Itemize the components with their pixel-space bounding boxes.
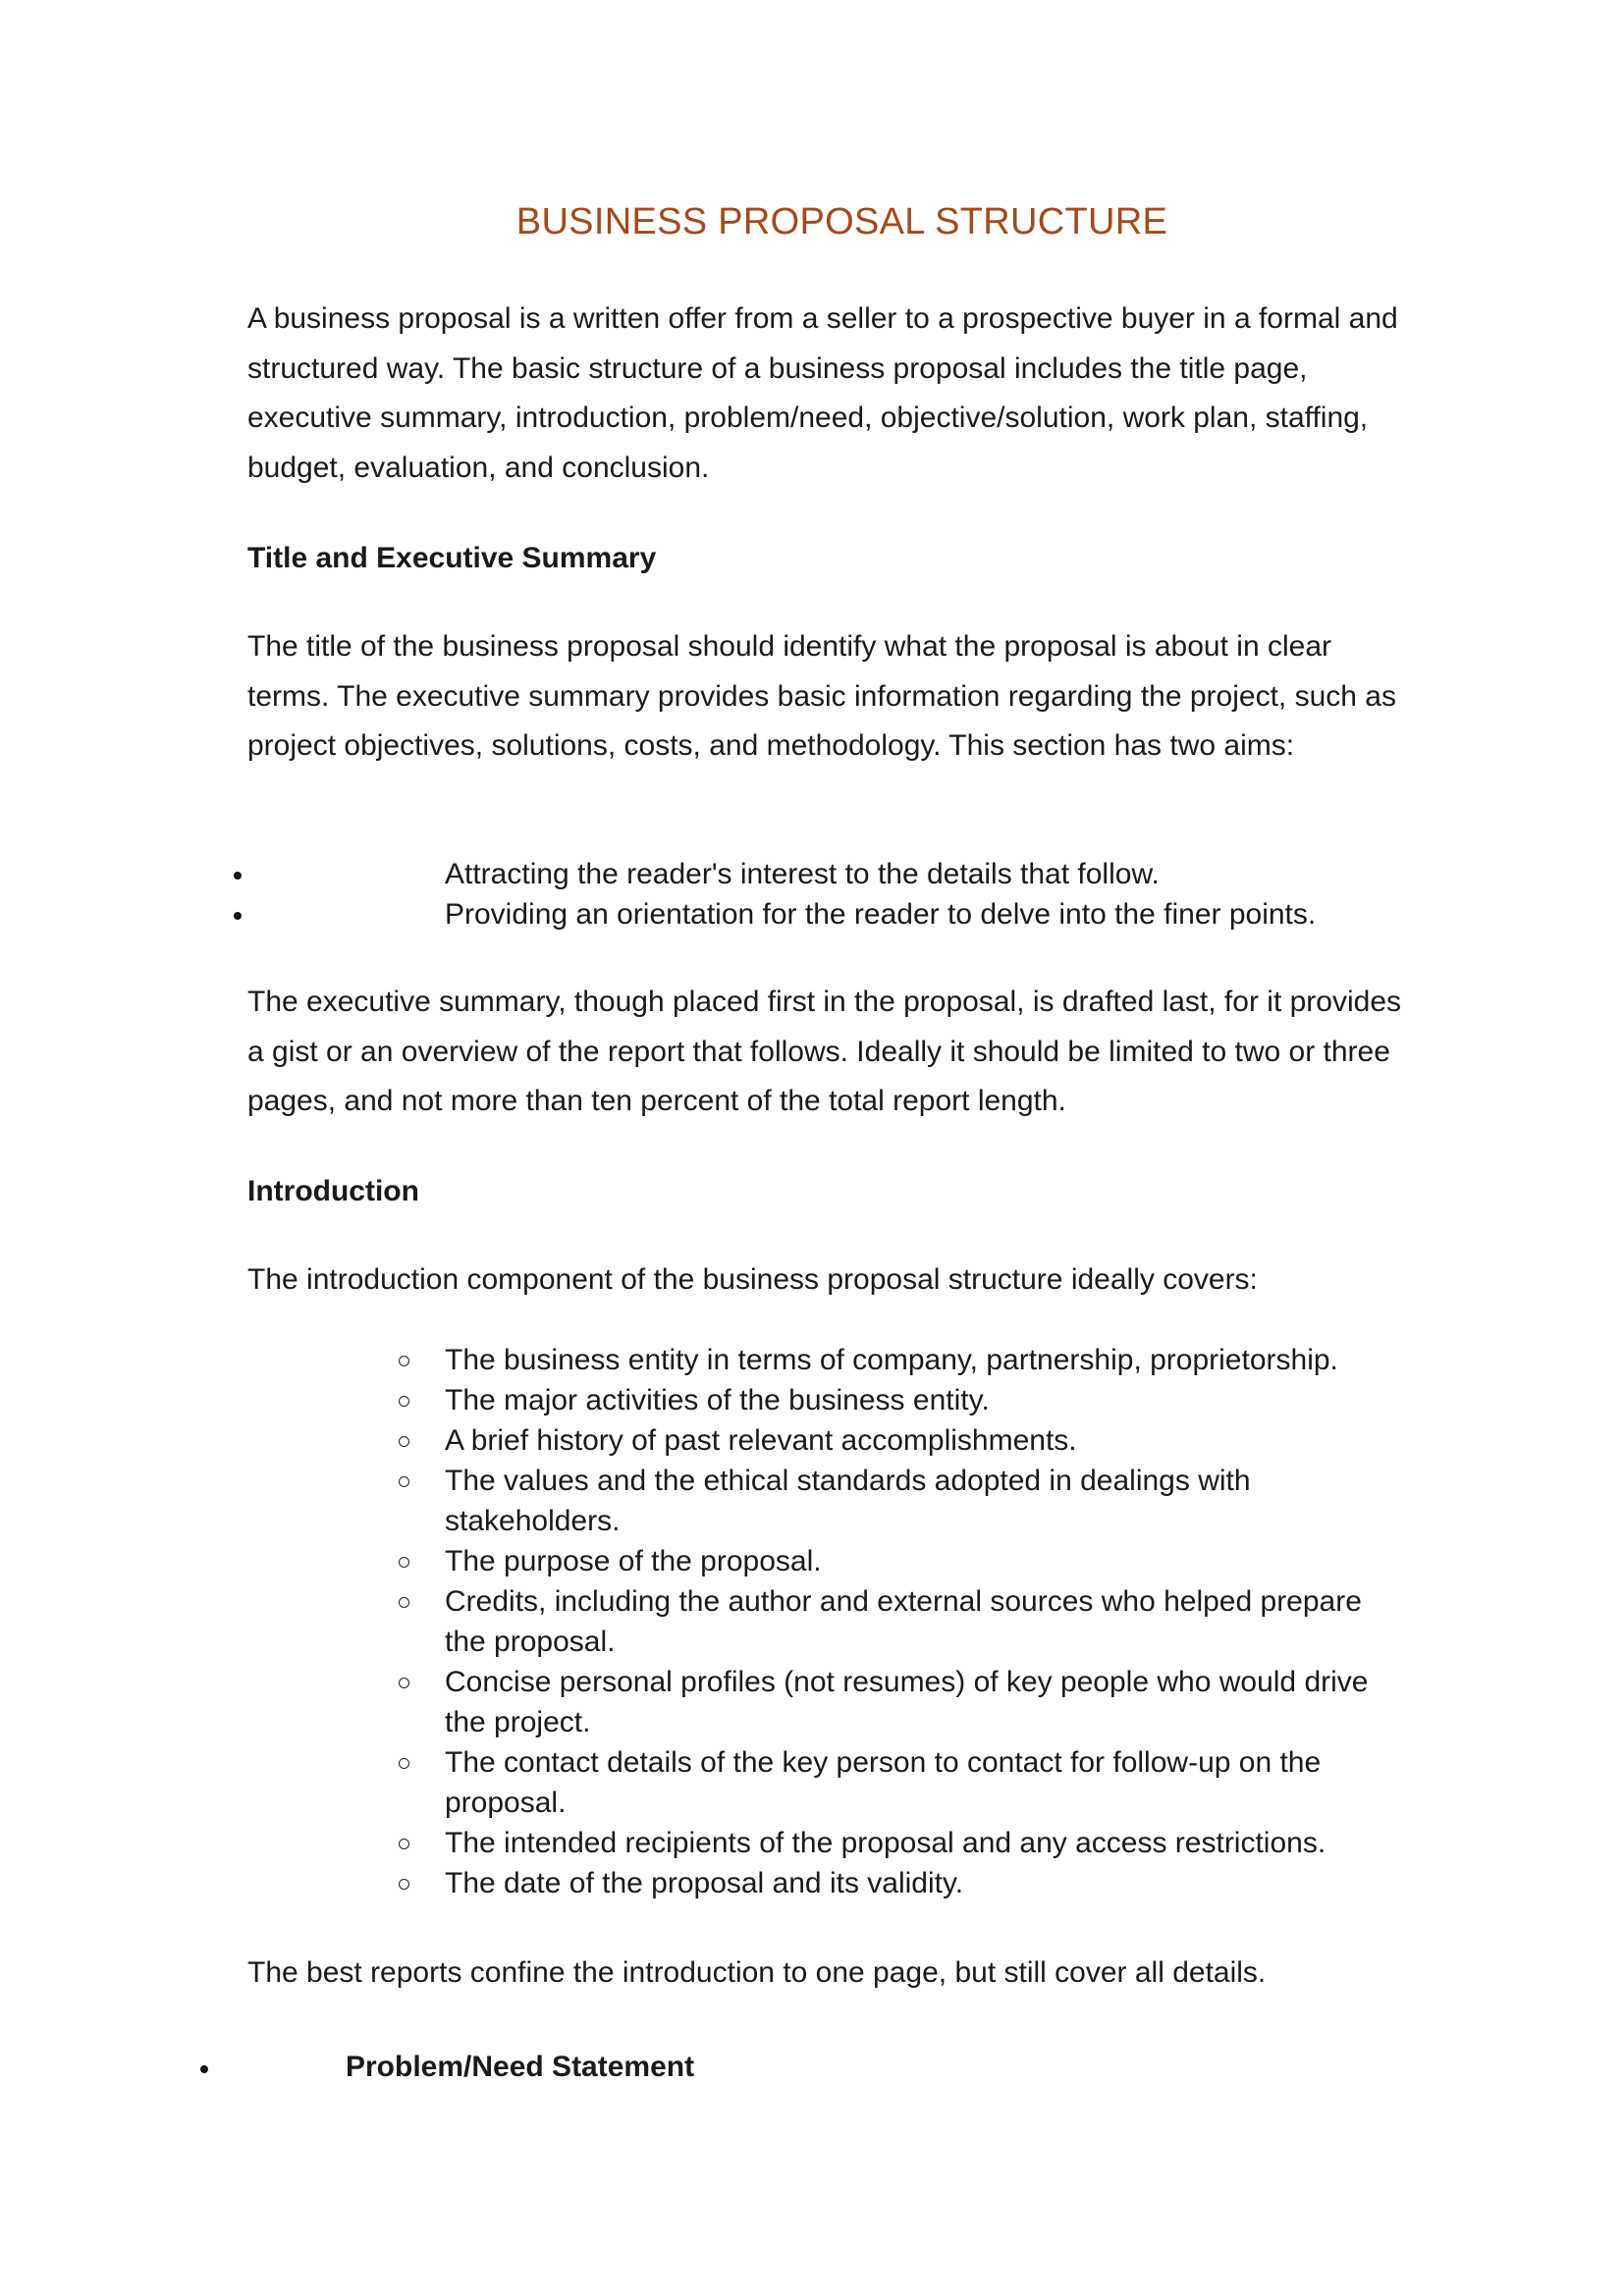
- list-item-text: A brief history of past relevant accomplishments.: [445, 1424, 1077, 1457]
- circle-bullet-icon: [399, 1356, 409, 1366]
- circle-bullet-icon: [399, 1396, 409, 1407]
- list-item: [0, 1340, 1378, 1380]
- list-item: [0, 1541, 1378, 1581]
- list-item: [0, 1461, 1378, 1541]
- bullet-icon: [200, 2065, 208, 2073]
- intro-paragraph: A business proposal is a written offer from a seller to a prospective buyer in a formal and structured way. The basic structure of a business proposal includes the title page, executive summary, introduction, problem/need, objective/solution, work plan, staffing, budget, evaluation, and conclusion.: [247, 302, 1398, 484]
- introduction-paragraph: The introduction component of the business proposal structure ideally covers:: [247, 1263, 1258, 1296]
- list-item-text: The purpose of the proposal.: [445, 1545, 822, 1577]
- title-summary-heading: Title and Executive Summary: [247, 542, 657, 574]
- circle-bullet-icon: [399, 1597, 409, 1608]
- list-item: [0, 894, 1624, 934]
- introduction-heading: Introduction: [247, 1175, 419, 1207]
- list-item: [0, 1742, 1378, 1823]
- list-item-text: The major activities of the business entity.: [445, 1384, 990, 1416]
- aim-text: Providing an orientation for the reader to delve into the finer points.: [445, 898, 1317, 931]
- list-item: [0, 1581, 1378, 1662]
- circle-bullet-icon: [399, 1839, 409, 1849]
- list-item-text: The business entity in terms of company, partnership, proprietorship.: [445, 1344, 1338, 1376]
- bullet-icon: [234, 912, 242, 920]
- title-summary-paragraph: The title of the business proposal should identify what the proposal is about in clear terms. The executive summary provides basic information regarding the project, such as project objectives, solutions, costs, and methodology. This section has two aims:: [247, 630, 1396, 762]
- list-item: [0, 1662, 1378, 1742]
- list-item: [0, 1380, 1378, 1420]
- list-item-text: The contact details of the key person to contact for follow-up on the proposal.: [445, 1746, 1322, 1819]
- circle-bullet-icon: [399, 1436, 409, 1447]
- introduction-list: [0, 1340, 1624, 1903]
- list-item-text: Credits, including the author and external sources who helped prepare the proposal.: [445, 1585, 1362, 1658]
- circle-bullet-icon: [399, 1476, 409, 1487]
- bullet-icon: [234, 872, 242, 880]
- introduction-closing: The best reports confine the introduction to one page, but still cover all details.: [247, 1956, 1267, 1989]
- circle-bullet-icon: [399, 1678, 409, 1688]
- list-item: [0, 1823, 1378, 1863]
- list-item: [0, 1863, 1378, 1903]
- list-item-text: Concise personal profiles (not resumes) of key people who would drive the project.: [445, 1666, 1369, 1738]
- list-item: [0, 854, 1624, 894]
- executive-summary-closing: The executive summary, though placed first in the proposal, is drafted last, for it provides a gist or an overview of the report that follows. Ideally it should be limited to two or three pages, and not more than ten percent of the total report length.: [247, 986, 1402, 1117]
- list-item-text: The intended recipients of the proposal and any access restrictions.: [445, 1827, 1326, 1859]
- circle-bullet-icon: [399, 1557, 409, 1568]
- circle-bullet-icon: [399, 1879, 409, 1890]
- problem-need-heading: Problem/Need Statement: [346, 2051, 695, 2083]
- list-item-text: The values and the ethical standards adopted in dealings with stakeholders.: [445, 1465, 1251, 1537]
- list-item-text: The date of the proposal and its validity.: [445, 1867, 964, 1899]
- aim-text: Attracting the reader's interest to the details that follow.: [445, 858, 1160, 890]
- circle-bullet-icon: [399, 1758, 409, 1769]
- document-title: BUSINESS PROPOSAL STRUCTURE: [515, 201, 1168, 242]
- next-section-row: [0, 2048, 1624, 2087]
- list-item: [0, 1420, 1378, 1461]
